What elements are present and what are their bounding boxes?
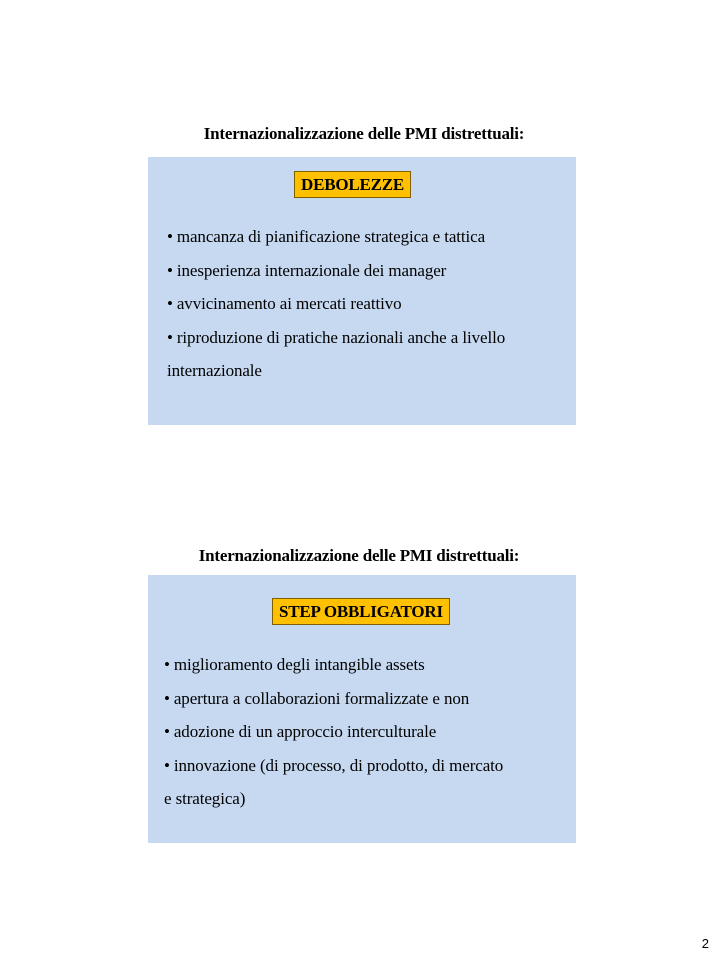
slide-2-bullet-list: [164, 648, 503, 816]
list-item-continuation: internazionale: [167, 361, 262, 380]
bullet-icon: •: [164, 755, 170, 775]
list-item: • apertura a collaborazioni formalizzate e non: [164, 688, 470, 708]
slide-1-title: Internazionalizzazione delle PMI distrettuali:: [203, 124, 525, 143]
bullet-icon: •: [164, 655, 170, 674]
bullet-icon: •: [167, 327, 173, 347]
page-number: 2: [701, 936, 709, 951]
slide-1-panel: [148, 157, 576, 425]
bullet-icon: •: [167, 294, 173, 313]
list-item: • riproduzione di pratiche nazionali anche a livello: [167, 327, 506, 347]
list-item: • avvicinamento ai mercati reattivo: [167, 294, 402, 313]
bullet-icon: •: [164, 688, 170, 708]
slide-2-label-step-obbligatori: STEP OBBLIGATORI: [272, 598, 450, 625]
list-item: • miglioramento degli intangible assets: [164, 655, 425, 674]
list-item-continuation: e strategica): [164, 789, 246, 808]
list-item: • inesperienza internazionale dei manager: [167, 260, 447, 280]
slide-1-bullet-list: [167, 220, 505, 388]
bullet-icon: •: [167, 227, 173, 246]
list-item: • innovazione (di processo, di prodotto, di mercato: [164, 755, 504, 775]
slide-2-panel: [148, 575, 576, 843]
list-item: • mancanza di pianificazione strategica e tattica: [167, 227, 486, 246]
slide-1-label-debolezze: DEBOLEZZE: [294, 171, 411, 198]
list-item: • adozione di un approccio interculturale: [164, 722, 437, 741]
slide-2-title: Internazionalizzazione delle PMI distrettuali:: [198, 546, 520, 565]
bullet-icon: •: [164, 722, 170, 741]
bullet-icon: •: [167, 260, 173, 280]
